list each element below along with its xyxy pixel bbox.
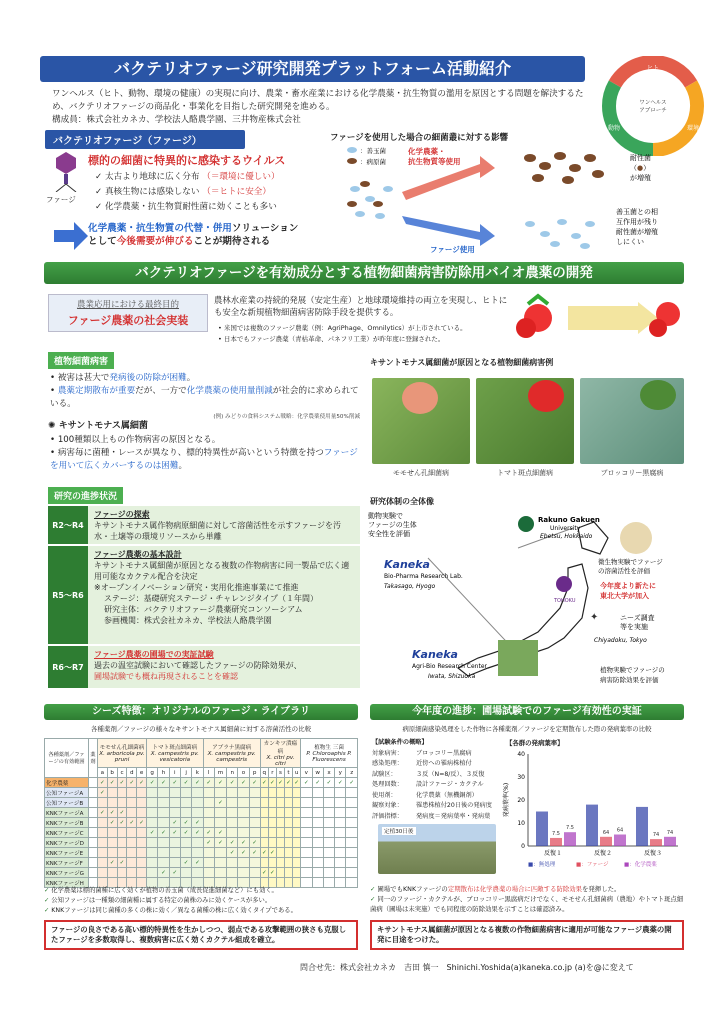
seed-col-header: m bbox=[214, 768, 226, 778]
seed-row: KNKファージC ✓ ✓ ✓ ✓ ✓ ✓ ✓ bbox=[45, 828, 358, 838]
seed-col-header: n bbox=[227, 768, 238, 778]
svg-text:Rakuno Gakuen: Rakuno Gakuen bbox=[538, 516, 600, 524]
svg-text:しにくい: しにくい bbox=[616, 238, 644, 246]
svg-text:Iwata, Shizuoka: Iwata, Shizuoka bbox=[428, 673, 476, 680]
svg-text:今年度より新たに: 今年度より新たに bbox=[600, 582, 656, 590]
arrow-right-icon bbox=[54, 222, 90, 250]
field-photo: 定植30日後 bbox=[378, 824, 496, 874]
goal-box: 農業応用における最終目的 ファージ農薬の社会実装 bbox=[48, 294, 208, 332]
peach-photo bbox=[372, 378, 470, 464]
seed-col-header: h bbox=[158, 768, 169, 778]
bar bbox=[600, 837, 612, 846]
structure-title: 研究体制の全体像 bbox=[370, 497, 434, 506]
svg-text:ニーズ調査: ニーズ調査 bbox=[620, 614, 655, 622]
seed-col-header: g bbox=[147, 768, 158, 778]
x-tick-label: 反復３ bbox=[643, 850, 663, 857]
bar bbox=[550, 838, 562, 846]
seed-row: KNKファージH bbox=[45, 878, 358, 888]
animal-text: 動物実験で bbox=[368, 512, 403, 520]
legend-entry: ■：ファージ bbox=[576, 862, 609, 868]
phage-icon bbox=[52, 150, 80, 192]
seed-row: KNKファージG ✓ ✓ ✓ ✓ bbox=[45, 868, 358, 878]
disease-bullets: • 被害は甚大で発病後の防除が困難。 • 農薬定期散布が重要だが、一方で化学農薬の使用量削減が社会的に求められている。 (例) みどりの食料システム戦略：化学農薬使用量50%削減 bbox=[50, 373, 360, 420]
seed-col-header: u bbox=[293, 768, 301, 778]
seed-col-header: d bbox=[127, 768, 137, 778]
svg-text:善玉菌との相: 善玉菌との相 bbox=[616, 208, 658, 216]
result-title: 【各群の発病葉率】 bbox=[506, 739, 564, 747]
svg-text:ファージ使用: ファージ使用 bbox=[430, 245, 475, 254]
seed-col-header: t bbox=[284, 768, 292, 778]
svg-text:（●）: （●） bbox=[630, 164, 651, 172]
bar bbox=[614, 835, 626, 847]
footer-contact: 問合せ先：株式会社カネカ 吉田 慎一 Shinichi.Yoshida(a)kaneka.co.jp (a)を@に変えて bbox=[300, 963, 634, 972]
seed-col-header: w bbox=[312, 768, 323, 778]
goal-text: 農林水産業の持続的発展（安定生産）と地球環境維持の両立を実現し、ヒトにも安全な新規植物細菌病害防除手段を提供する。 bbox=[214, 295, 508, 317]
y-tick-label: 20 bbox=[517, 797, 525, 804]
seed-col-header: v bbox=[301, 768, 312, 778]
field-sub: 病原細菌感染処理をした作物に各種薬剤／ファージを定期散布した際の発病葉率の比較 bbox=[402, 725, 652, 733]
svg-text:Ebetsu, Hokkaido: Ebetsu, Hokkaido bbox=[540, 533, 593, 540]
intro-text: ワンヘルス（ヒト、動物、環境の健康）の実現に向け、農業・畜水産業における化学農薬・抗生物質の濫用を原因とする問題を解決するため、バクテリオファージの商品化・事業化を目指した研究開発を進める。 構成員：株式会社カネカ、学校法人酪農学園、三井物産株式会社 bbox=[52, 89, 584, 125]
xant-bullets: • 100種類以上もの作物病害の原因となる。 • 病害毎に菌種・レースが異なり、標的特異性が高いという特徴を持つファージを用いて広くカバーするのは困難。 bbox=[50, 435, 358, 471]
onehealth-animal: 動物 bbox=[607, 125, 621, 132]
progress-row: R5〜R6 ファージ農薬の基本設計 キサントモナス属細菌が原因となる複数の作物病害に同一製品で広く適用可能なカクテル配合を決定 ※オープンイノベーション研究・実用化推進事業にて推進 ステージ：基礎研究ステージ・チャレンジタイプ（１年間） 研究主体：バクテリオファージ農薬研究コンソーシアム 参画機関：株式会社カネカ、学校法人酪農学園 bbox=[48, 546, 360, 646]
seed-row: KNKファージF ✓ ✓ ✓ ✓ bbox=[45, 858, 358, 868]
bar bbox=[586, 805, 598, 846]
y-tick-label: 0 bbox=[521, 843, 525, 850]
onehealth-human: ヒト bbox=[646, 65, 660, 72]
svg-text:ファージの生体: ファージの生体 bbox=[368, 521, 417, 529]
bar bbox=[664, 837, 676, 846]
phage-headline: 標的の細菌に特異的に感染するウイルス bbox=[88, 154, 286, 167]
seeds-table: 各種薬剤／ファージの有効範囲 薬剤 モモせん孔細菌病 X. arboricola pv. pruni トマト斑点細菌病 X. campestris pv. vesicatoria アブラナ黒腐病 X. campestris pv. campestris カンキツ潰瘍病 X. citri pv. citri 植物生 三菌 P. Chloroaphis P. Fluorescens a b c d e g h i j k l m n o p q r s t u v w x y z 化学農薬 ✓ ✓ ✓ ✓ ✓ ✓ ✓ ✓ ✓ ✓ ✓ ✓ ✓ ✓ ✓ ✓ ✓ ✓ ✓ ✓ ✓ ✓ ✓ ✓ ✓ 公知ファージA ✓ 公知ファージB ✓ KNKファージA ✓ ✓ ✓ KNKファージB ✓ ✓ ✓ ✓ ✓ ✓ ✓ KNKファージC ✓ ✓ ✓ ✓ ✓ ✓ ✓ KNKファージD ✓ ✓ ✓ ✓ ✓ KNKファージE ✓ ✓ ✓ ✓ ✓ KNKファージF ✓ ✓ ✓ ✓ KNKファージG ✓ ✓ ✓ ✓ KNKファージH bbox=[44, 738, 358, 888]
svg-text:植物実験でファージの: 植物実験でファージの bbox=[600, 666, 665, 674]
svg-text:互作用が残り: 互作用が残り bbox=[616, 218, 658, 226]
phage-tag: バクテリオファージ（ファージ） bbox=[45, 130, 245, 149]
seeds-conclusion: ファージの良さである高い標的特異性を生かしつつ、弱点である攻撃範囲の狭さも克服したファージを多数取得し、複数病害に広く効くカクテル組成を確立。 bbox=[44, 920, 358, 950]
legend-entry: ■：化学農薬 bbox=[624, 862, 657, 868]
seed-row: KNKファージB ✓ ✓ ✓ ✓ ✓ ✓ ✓ bbox=[45, 818, 358, 828]
section2-title: バクテリオファージを有効成分とする植物細菌病害防除用バイオ農薬の開発 bbox=[44, 262, 684, 284]
seed-row: 公知ファージA ✓ bbox=[45, 788, 358, 798]
x-tick-label: 反復２ bbox=[593, 850, 613, 857]
y-tick-label: 40 bbox=[517, 751, 525, 758]
onehealth-diagram bbox=[598, 56, 708, 156]
progress-row: R2〜R4 ファージの探索 キサントモナス属作物病原細菌に対して溶菌活性を示すファージを汚水・土壌等の環境リソースから単離 bbox=[48, 506, 360, 546]
broccoli-photo bbox=[580, 378, 684, 464]
svg-text:耐性菌: 耐性菌 bbox=[630, 154, 651, 162]
svg-text:Kaneka: Kaneka bbox=[412, 648, 458, 661]
svg-text:University: University bbox=[550, 525, 581, 532]
field-conditions: 【試験条件の概略】 対象病害： ブロッコリー黒腐病 感染処理： 近傍への罹病株植付 試験区： ３反（N=8/反）、３反復 処理回数： 設計ファージ・カクテル 使用剤： 化学農薬（無機銅剤） 観察対象： 罹患株植付20日後の発病度 評価指標： 発病度＝発病葉率・発病葉 bbox=[372, 739, 492, 820]
seed-row: 化学農薬 ✓ ✓ ✓ ✓ ✓ ✓ ✓ ✓ ✓ ✓ ✓ ✓ ✓ ✓ ✓ ✓ ✓ ✓ ✓ ✓ ✓ ✓ ✓ ✓ ✓ bbox=[45, 778, 358, 788]
bar bbox=[536, 812, 548, 847]
seed-row: KNKファージD ✓ ✓ ✓ ✓ ✓ bbox=[45, 838, 358, 848]
svg-text:：病原菌: ：病原菌 bbox=[360, 158, 386, 166]
caption-peach: モモせん孔細菌病 bbox=[393, 469, 449, 477]
seed-col-header: l bbox=[203, 768, 214, 778]
data-label: 64 bbox=[616, 827, 624, 834]
svg-text:化学農薬・: 化学農薬・ bbox=[408, 147, 446, 156]
svg-text:耐性菌が増殖: 耐性菌が増殖 bbox=[616, 228, 658, 236]
phage-solution: 化学農薬・抗生物質の代替・併用ソリューション として今後需要が伸びることが期待される bbox=[88, 223, 299, 247]
seeds-notes: ✓ 化学農薬は標的菌種に広く効くが植物の善玉菌（成長促進細菌など）にも効く。 ✓ 公知ファージは一種類の細菌種に属する特定の菌株のみに効くケースが多い。 ✓ KNKファージは同じ菌種の多くの株に効く／異なる菌種の株に広く効くタイプである。 bbox=[44, 887, 297, 914]
svg-text:の溶菌活性を評価: の溶菌活性を評価 bbox=[598, 567, 650, 575]
seed-col-header: r bbox=[268, 768, 276, 778]
phage-bullets: ✓ 太古より地球に広く分布 （＝環境に優しい） ✓ 真核生物には感染しない （＝ヒトに安全） ✓ 化学農薬・抗生物質耐性菌に効くことも多い bbox=[95, 172, 280, 212]
svg-text:Kaneka: Kaneka bbox=[384, 558, 430, 571]
field-conclusion: キサントモナス属細菌が原因となる複数の作物細菌病害に適用が可能なファージ農薬の開発に目途をつけた。 bbox=[370, 920, 684, 950]
seed-col-header: o bbox=[238, 768, 249, 778]
goal-notes: • 米国では複数のファージ農薬（例：AgriPhage、Omnilytics）が上市されている。 • 日本でもファージ農薬（青枯革命、パネフリ工業）が昨年度に登録された。 bbox=[218, 324, 467, 343]
svg-text:等を実施: 等を実施 bbox=[620, 623, 648, 631]
legend-entry: ■：無処理 bbox=[528, 862, 556, 868]
data-label: 64 bbox=[602, 829, 610, 836]
svg-text:病害防除効果を評価: 病害防除効果を評価 bbox=[600, 676, 659, 684]
svg-text:が増殖: が増殖 bbox=[630, 174, 651, 182]
phage-icon-label: ファージ bbox=[46, 195, 76, 204]
seed-col-header: z bbox=[346, 768, 358, 778]
bar bbox=[564, 832, 576, 846]
svg-text:：善玉菌: ：善玉菌 bbox=[360, 147, 386, 155]
seed-col-header: q bbox=[260, 768, 268, 778]
email-link[interactable]: Shinichi.Yoshida(a)kaneka.co.jp bbox=[446, 963, 573, 972]
field-notes: ✓ 圃場でもKNKファージの定期散布は化学農薬の場合に匹敵する防除効果を発揮した。 ✓ 同一のファージ・カクテルが、ブロッコリー黒腐病だけでなく、モモせん孔細菌病（農地）やトマト斑点細菌病（圃場は未実施）でも同程度の防除効果を示すことは確認済み。 bbox=[370, 885, 684, 913]
seed-col-header: s bbox=[276, 768, 284, 778]
svg-text:安全性を評価: 安全性を評価 bbox=[368, 530, 410, 538]
tomato-illustration bbox=[508, 288, 684, 344]
seed-row: KNKファージE ✓ ✓ ✓ ✓ ✓ bbox=[45, 848, 358, 858]
y-axis-label: 発病葉率(%) bbox=[503, 782, 510, 818]
disease-tag: 植物細菌病害 bbox=[48, 352, 114, 369]
svg-text:東北大学が加入: 東北大学が加入 bbox=[600, 592, 649, 600]
data-label: 74 bbox=[652, 832, 660, 839]
data-label: 7.5 bbox=[566, 825, 574, 832]
flora-title: ファージを使用した場合の細菌叢に対する影響 bbox=[330, 133, 509, 143]
seed-col-header: a bbox=[98, 768, 108, 778]
data-label: 74 bbox=[666, 829, 674, 836]
onehealth-center: ワンヘルス bbox=[639, 100, 667, 106]
y-tick-label: 30 bbox=[517, 774, 525, 781]
progress-table bbox=[48, 506, 360, 690]
data-label: 7.5 bbox=[552, 830, 560, 837]
seed-col-header: y bbox=[335, 768, 346, 778]
structure-map bbox=[368, 508, 684, 698]
seeds-tag: シーズ特徴：オリジナルのファージ・ライブラリ bbox=[44, 704, 358, 720]
seed-col-header: e bbox=[137, 768, 147, 778]
progress-row: R6〜R7 ファージ農薬の圃場での実証試験 過去の温室試験において確認したファージの防除効果が、 圃場試験でも概ね再現されることを確認 bbox=[48, 646, 360, 688]
seed-col-header: b bbox=[107, 768, 117, 778]
svg-text:Agri-Bio Research Center: Agri-Bio Research Center bbox=[412, 663, 487, 670]
y-tick-label: 10 bbox=[517, 820, 525, 827]
svg-text:✦: ✦ bbox=[590, 612, 599, 623]
seed-col-header: j bbox=[180, 768, 191, 778]
caption-broccoli: ブロッコリー黒腐病 bbox=[600, 469, 664, 477]
svg-text:Chiyadoku, Tokyo: Chiyadoku, Tokyo bbox=[594, 637, 647, 644]
bar bbox=[650, 839, 662, 846]
x-tick-label: 反復１ bbox=[543, 850, 563, 857]
page-title: バクテリオファージ研究開発プラットフォーム活動紹介 bbox=[40, 56, 585, 82]
seed-row: KNKファージA ✓ ✓ ✓ bbox=[45, 808, 358, 818]
examples-title: キサントモナス属細菌が原因となる植物細菌病害例 bbox=[370, 358, 554, 367]
result-chart bbox=[500, 748, 686, 878]
seed-col-header: i bbox=[169, 768, 180, 778]
seed-col-header: c bbox=[117, 768, 127, 778]
seed-col-header: k bbox=[192, 768, 203, 778]
seed-col-header: x bbox=[323, 768, 334, 778]
bar bbox=[636, 807, 648, 846]
svg-text:Bio-Pharma Research Lab.: Bio-Pharma Research Lab. bbox=[384, 573, 463, 580]
svg-text:TOHOKU: TOHOKU bbox=[554, 598, 576, 604]
caption-tomato: トマト斑点細菌病 bbox=[497, 469, 553, 477]
progress-tag: 研究の進捗状況 bbox=[48, 487, 123, 504]
field-tag: 今年度の進捗：圃場試験でのファージ有効性の実証 bbox=[370, 704, 684, 720]
flora-diagram bbox=[340, 144, 710, 262]
tomato-photo bbox=[476, 378, 574, 464]
svg-text:抗生物質等使用: 抗生物質等使用 bbox=[408, 157, 461, 166]
xant-title: ✺ キサントモナス属細菌 bbox=[48, 421, 148, 431]
seed-row: 公知ファージB ✓ bbox=[45, 798, 358, 808]
svg-text:Takasago, Hyogo: Takasago, Hyogo bbox=[384, 583, 436, 590]
seed-col-header: p bbox=[249, 768, 260, 778]
svg-text:アプローチ: アプローチ bbox=[639, 108, 667, 114]
seeds-sub: 各種薬剤／ファージの様々なキサントモナス属細菌に対する溶菌活性の比較 bbox=[90, 725, 312, 733]
onehealth-env: 環境 bbox=[686, 125, 700, 132]
svg-text:微生物実験でファージ: 微生物実験でファージ bbox=[598, 558, 663, 566]
